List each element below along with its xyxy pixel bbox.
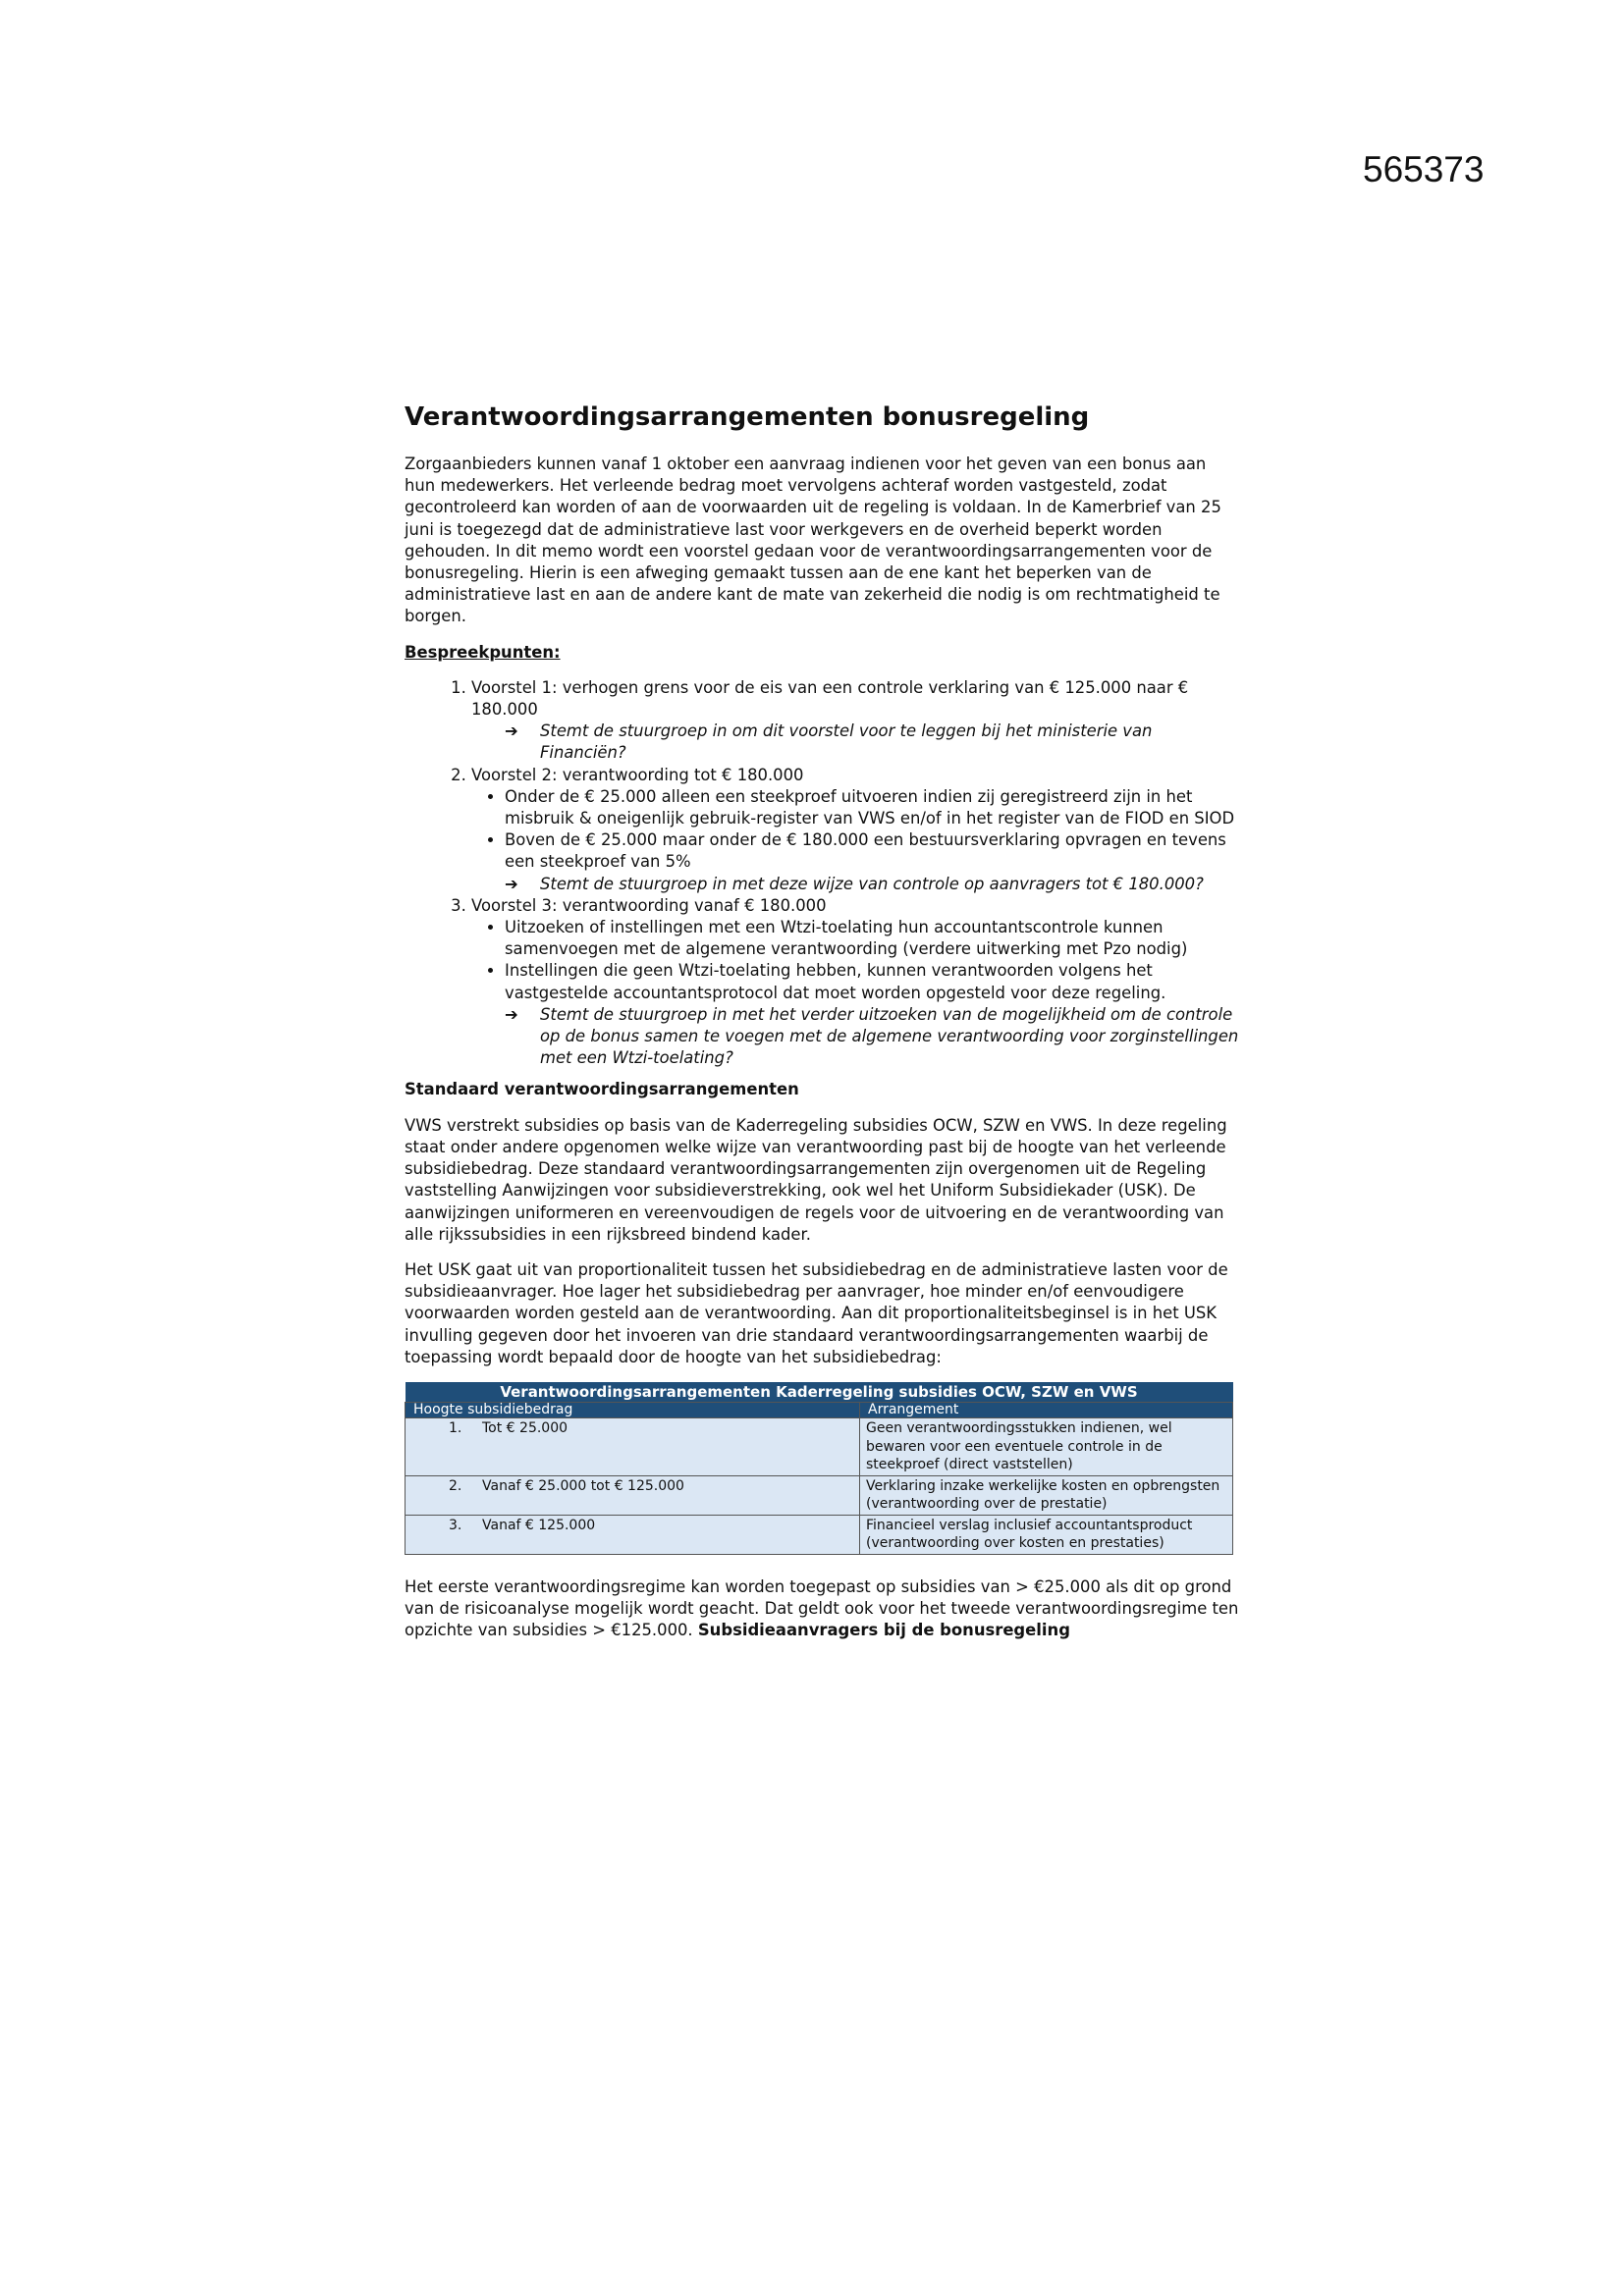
table-row: 3. Vanaf € 125.000 Financieel verslag inclusief accountantsproduct (verantwoording over kosten en prestaties) xyxy=(406,1515,1233,1554)
bespreekpunten-heading: Bespreekpunten: xyxy=(405,642,561,662)
proposal-2-text: Voorstel 2: verantwoording tot € 180.000 xyxy=(471,765,804,784)
arrow-icon: ➔ xyxy=(505,1004,518,1024)
proposal-2-question: ➔ Stemt de stuurgroep in met deze wijze van controle op aanvragers tot € 180.000? xyxy=(505,874,1239,895)
proposal-3-bullet-1: • Uitzoeken of instellingen met een Wtzi-toelating hun accountantscontrole kunnen samenvoegen met de algemene verantwoording (verdere uitwerking met Pzo nodig) xyxy=(505,917,1239,960)
proposal-item-2 xyxy=(471,765,1239,895)
proposal-item-3 xyxy=(471,895,1239,1070)
proposal-1-question: ➔ Stemt de stuurgroep in om dit voorstel voor te leggen bij het ministerie van Financiën? xyxy=(505,721,1153,763)
bold-heading-inline: Subsidieaanvragers bij de bonusregeling xyxy=(697,1621,1070,1640)
paragraph-kaderregeling: VWS verstrekt subsidies op basis van de Kaderregeling subsidies OCW, SZW en VWS. In deze regeling staat onder andere opgenomen welke wijze van verantwoording past bij de hoogte van het verleende subsidiebedrag. Deze standaard verantwoordingsarrangementen zijn overgenomen uit de Regeling vaststelling Aanwijzingen voor subsidieverstrekking, ook wel het Uniform Subsidiekader (USK). De aanwijzingen uniformeren en vereenvoudigen de regels voor de uitvoering en de verantwoording van alle rijkssubsidies in een rijksbreed bindend kader. xyxy=(405,1115,1227,1244)
page-title: Verantwoordingsarrangementen bonusregeling xyxy=(405,402,1090,432)
column-header-amount: Hoogte subsidiebedrag xyxy=(406,1403,860,1418)
proposal-1-text: Voorstel 1: verhogen grens voor de eis van een controle verklaring van € 125.000 naar € 180.000 xyxy=(471,677,1189,720)
paragraph-usk: Het USK gaat uit van proportionaliteit tussen het subsidiebedrag en de administratieve lasten voor de subsidieaanvrager. Hoe lager het subsidiebedrag per aanvrager, hoe minder en/of eenvoudigere voorwaarden worden gesteld aan de verantwoording. Aan dit proportionaliteitsbeginsel is in het USK invulling gegeven door het invoeren van drie standaard verantwoordingsarrangementen waarbij de toepassing wordt bepaald door de hoogte van het subsidiebedrag: xyxy=(405,1259,1228,1366)
proposal-3-question: ➔ Stemt de stuurgroep in met het verder uitzoeken van de mogelijkheid om de controle op de bonus samen te voegen met de algemene verantwoording voor zorginstellingen met een Wtzi-toelating? xyxy=(505,1004,1239,1068)
arrow-icon: ➔ xyxy=(505,874,518,893)
arrow-icon: ➔ xyxy=(505,721,518,741)
memo-body xyxy=(405,400,1239,1656)
table-row: 1. Tot € 25.000 Geen verantwoordingsstukken indienen, wel bewaren voor een eventuele controle in de steekproef (direct vaststellen) xyxy=(406,1418,1233,1476)
proposal-3-bullet-2: • Instellingen die geen Wtzi-toelating hebben, kunnen verantwoorden volgens het vastgestelde accountantsprotocol dat moet worden opgesteld voor deze regeling. xyxy=(505,960,1239,1003)
arrangements-table xyxy=(405,1382,1233,1555)
paragraph-regime: Het eerste verantwoordingsregime kan worden toegepast op subsidies van > €25.000 als dit op grond van de risicoanalyse mogelijk wordt geacht. Dat geldt ook voor het tweede verantwoordingsregime ten opzichte van subsidies > €125.000. Subsidieaanvragers bij de bonusregeling xyxy=(405,1576,1239,1640)
proposal-3-text: Voorstel 3: verantwoording vanaf € 180.000 xyxy=(471,895,827,915)
proposal-item-1 xyxy=(471,677,1239,765)
table-row: 2. Vanaf € 25.000 tot € 125.000 Verklaring inzake werkelijke kosten en opbrengsten (verantwoording over de prestatie) xyxy=(406,1475,1233,1515)
intro-paragraph: Zorgaanbieders kunnen vanaf 1 oktober een aanvraag indienen voor het geven van een bonus aan hun medewerkers. Het verleende bedrag moet vervolgens achteraf worden vastgesteld, zodat gecontroleerd kan worden of aan de voorwaarden uit de regeling is voldaan. In de Kamerbrief van 25 juni is toegezegd dat de administratieve last voor werkgevers en de overheid beperkt worden gehouden. In dit memo wordt een voorstel gedaan voor de verantwoordingsarrangementen voor de bonusregeling. Hierin is een afweging gemaakt tussen aan de ene kant het beperken van de administratieve last en aan de andere kant de mate van zekerheid die nodig is om rechtmatigheid te borgen. xyxy=(405,454,1221,626)
proposal-list xyxy=(405,677,1239,1070)
table-title: Verantwoordingsarrangementen Kaderregeling subsidies OCW, SZW en VWS xyxy=(406,1382,1233,1403)
document-number: 565373 xyxy=(1363,149,1485,189)
proposal-2-bullet-2: • Boven de € 25.000 maar onder de € 180.000 een bestuursverklaring opvragen en tevens een steekproef van 5% xyxy=(505,829,1239,873)
proposal-2-bullet-1: • Onder de € 25.000 alleen een steekproef uitvoeren indien zij geregistreerd zijn in het misbruik & oneigenlijk gebruik-register van VWS en/of in het register van de FIOD en SIOD xyxy=(505,786,1239,829)
section-heading-standaard: Standaard verantwoordingsarrangementen xyxy=(405,1080,799,1099)
column-header-arrangement: Arrangement xyxy=(860,1403,1233,1418)
